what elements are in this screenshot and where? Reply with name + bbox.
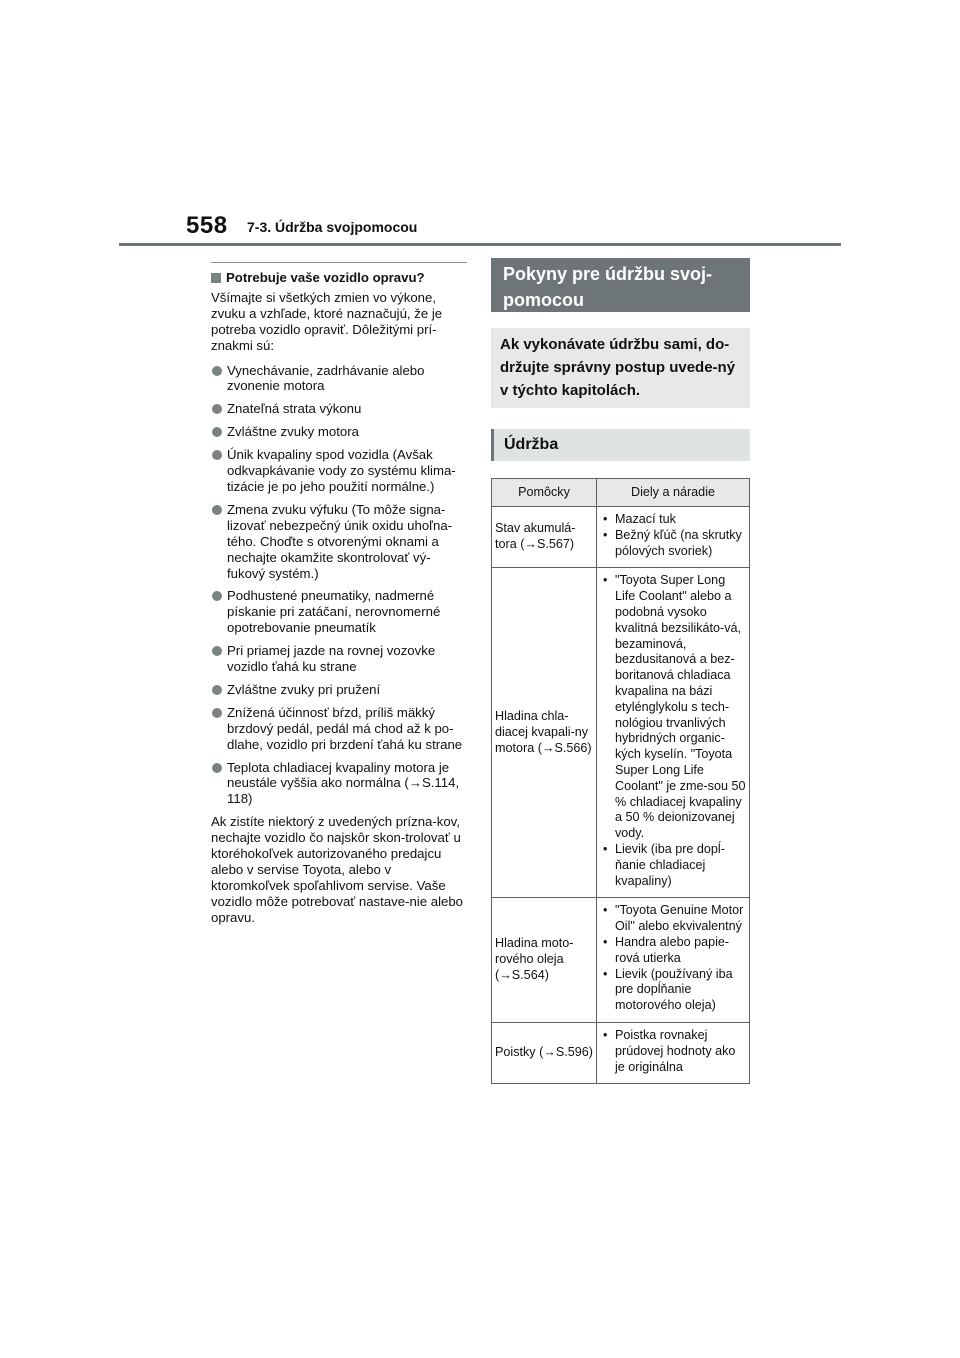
table-row	[492, 568, 750, 898]
bullet-icon: •	[603, 512, 608, 526]
list-item: Zvláštne zvuky motora	[211, 424, 467, 440]
list-item: • "Toyota Genuine Motor Oil" alebo ekvivalentný	[600, 903, 746, 935]
circle-bullet-icon	[212, 708, 222, 718]
list-item: • Mazací tuk	[600, 512, 746, 528]
bullet-icon: •	[603, 1027, 608, 1042]
list-item: Vynechávanie, zadrhávanie alebo zvonenie motora	[211, 363, 467, 395]
circle-bullet-icon	[212, 366, 222, 376]
list-item: Zvláštne zvuky pri pružení	[211, 682, 467, 698]
header-divider	[119, 243, 841, 246]
list-item: Únik kvapaliny spod vozidla (Avšak odkvapkávanie vody zo systému klima-tizácie je po jeho použití normálne.)	[211, 447, 467, 495]
table-header-row	[492, 479, 750, 507]
circle-bullet-icon	[212, 404, 222, 414]
square-bullet-icon	[211, 273, 221, 283]
maintenance-subheading: Údržba	[491, 429, 750, 461]
list-item: Teplota chladiacej kvapaliny motora je neustále vyššia ako normálna (→S.114, 118)	[211, 760, 467, 808]
table-cell-tools	[597, 1022, 750, 1083]
list-item: Pri priamej jazde na rovnej vozovke vozidlo ťahá ku strane	[211, 643, 467, 675]
bullet-icon: •	[603, 966, 608, 981]
list-item: Znížená účinnosť bŕzd, príliš mäkký brzdový pedál, pedál má chod až k po-dlahe, vozidlo pri brzdení ťahá ku strane	[211, 705, 467, 753]
table-row	[492, 507, 750, 568]
circle-bullet-icon	[212, 646, 222, 656]
section-banner: Pokyny pre údržbu svoj-pomocou	[491, 258, 750, 312]
closing-paragraph: Ak zistíte niektorý z uvedených prízna-kov, nechajte vozidlo čo najskôr skon-trolovať u ktoréhokoľvek autorizovaného predajcu alebo v servise Toyota, alebo v ktoromkoľvek spoľahlivom servise. Vaše vozidlo môže potrebovať nastave-nie alebo opravu.	[211, 814, 463, 925]
list-item: • "Toyota Super Long Life Coolant" alebo a podobná vysoko kvalitná bezsilikáto-vá, bezaminová, bezdusitanová a bez-boritanová chladiaca kvapalina na bázi etylénglykolu s tech-nológiou trvanlivých hybridných organic-kých kyselín. "Toyota Super Long Life Coolant" je zme-sou 50 % chladiacej kvapaliny a 50 % deionizovanej vody.	[600, 573, 746, 842]
list-item: • Bežný kľúč (na skrutky pólových svoriek)	[600, 528, 746, 560]
page-number: 558	[186, 212, 228, 239]
list-item: Znateľná strata výkonu	[211, 401, 467, 417]
bullet-icon: •	[603, 527, 608, 542]
circle-bullet-icon	[212, 505, 222, 515]
bullet-icon: •	[603, 934, 608, 949]
list-item: Zmena zvuku výfuku (To môže signa-lizovať nebezpečný únik oxidu uhoľna-tého. Choďte s otvorenými oknami a nechajte okamžite skontrolovať vý-fukový systém.)	[211, 502, 467, 582]
list-item: • Lievik (používaný iba pre dopĺňanie motorového oleja)	[600, 967, 746, 1014]
maintenance-table	[491, 478, 750, 1084]
symptom-list	[211, 363, 467, 808]
bullet-icon: •	[603, 841, 608, 856]
table-body	[492, 507, 750, 1084]
circle-bullet-icon	[212, 450, 222, 460]
list-item: • Poistka rovnakej prúdovej hodnoty ako je originálna	[600, 1028, 746, 1075]
bullet-icon: •	[603, 903, 608, 918]
instruction-note: Ak vykonávate údržbu sami, do-držujte správny postup uvede-ný v týchto kapitolách.	[491, 328, 750, 408]
list-item: • Handra alebo papie-rová utierka	[600, 935, 746, 967]
repair-heading-text: Potrebuje vaše vozidlo opravu?	[226, 270, 425, 285]
left-column	[211, 262, 467, 935]
list-item: • Lievik (iba pre dopĺ-ňanie chladiacej kvapaliny)	[600, 842, 746, 889]
table-cell-tools	[597, 898, 750, 1023]
table-cell-tools	[597, 568, 750, 898]
table-cell-item: Stav akumulá-tora (→S.567)	[492, 507, 597, 568]
circle-bullet-icon	[212, 591, 222, 601]
bullet-icon: •	[603, 573, 608, 588]
table-row	[492, 1022, 750, 1083]
table-cell-item: Hladina chla-diacej kvapali-ny motora (→S.566)	[492, 568, 597, 898]
repair-heading	[211, 270, 467, 286]
circle-bullet-icon	[212, 427, 222, 437]
left-divider	[211, 262, 467, 263]
section-title: 7-3. Údržba svojpomocou	[247, 219, 418, 235]
list-item: Podhustené pneumatiky, nadmerné pískanie pri zatáčaní, nerovnomerné opotrebovanie pneumatík	[211, 588, 467, 636]
table-cell-item: Poistky (→S.596)	[492, 1022, 597, 1083]
table-cell-tools	[597, 507, 750, 568]
circle-bullet-icon	[212, 685, 222, 695]
circle-bullet-icon	[212, 763, 222, 773]
right-column	[491, 258, 750, 1084]
intro-paragraph: Všímajte si všetkých zmien vo výkone, zvuku a vzhľade, ktoré naznačujú, že je potreba vozidlo opraviť. Dôležitými prí-znakmi sú:	[211, 289, 443, 353]
table-row	[492, 898, 750, 1023]
table-cell-item: Hladina moto-rového oleja (→S.564)	[492, 898, 597, 1023]
column-header: Pomôcky	[492, 479, 597, 507]
column-header: Diely a náradie	[597, 479, 750, 507]
